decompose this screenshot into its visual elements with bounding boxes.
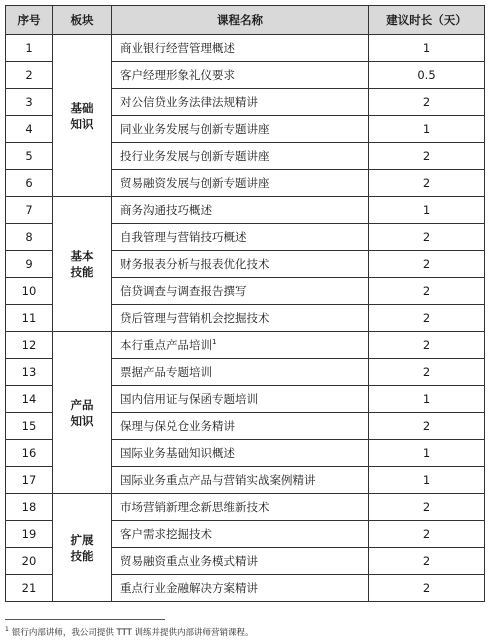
course-name: 贸易融资发展与创新专题讲座 xyxy=(120,176,270,190)
duration-cell: 2 xyxy=(369,89,485,116)
duration-cell: 2 xyxy=(369,548,485,575)
course-name: 对公信贷业务法律法规精讲 xyxy=(120,95,258,109)
course-table xyxy=(5,5,485,602)
row-number: 4 xyxy=(6,116,53,143)
row-number: 2 xyxy=(6,62,53,89)
course-name: 国际业务重点产品与营销实战案例精讲 xyxy=(120,473,316,487)
duration-cell: 1 xyxy=(369,35,485,62)
board-cell xyxy=(53,332,112,494)
course-name: 票据产品专题培训 xyxy=(120,365,212,379)
row-number: 17 xyxy=(6,467,53,494)
row-number: 6 xyxy=(6,170,53,197)
course-name-cell xyxy=(112,224,369,251)
board-label-line1: 扩展 xyxy=(70,532,94,547)
board-label-line1: 基础 xyxy=(70,100,94,115)
board-label-line2: 技能 xyxy=(70,548,94,563)
course-name-cell xyxy=(112,386,369,413)
row-number: 16 xyxy=(6,440,53,467)
row-number: 3 xyxy=(6,89,53,116)
course-name: 市场营销新理念新思维新技术 xyxy=(120,500,270,514)
course-name-cell xyxy=(112,35,369,62)
course-name: 自我管理与营销技巧概述 xyxy=(120,230,247,244)
row-number: 7 xyxy=(6,197,53,224)
course-name: 贷后管理与营销机会挖掘技术 xyxy=(120,311,270,325)
board-cell xyxy=(53,197,112,332)
duration-cell: 2 xyxy=(369,359,485,386)
course-name-cell xyxy=(112,116,369,143)
duration-cell: 2 xyxy=(369,332,485,359)
course-name-cell xyxy=(112,143,369,170)
course-name-cell xyxy=(112,278,369,305)
course-name: 同业业务发展与创新专题讲座 xyxy=(120,122,270,136)
course-name-cell xyxy=(112,251,369,278)
duration-cell: 0.5 xyxy=(369,62,485,89)
footnote xyxy=(5,626,254,638)
header-board: 板块 xyxy=(53,6,112,35)
duration-cell: 2 xyxy=(369,305,485,332)
header-course-name: 课程名称 xyxy=(112,6,369,35)
duration-cell: 2 xyxy=(369,251,485,278)
duration-cell: 2 xyxy=(369,413,485,440)
board-label-line2: 知识 xyxy=(70,116,94,131)
footnote-divider xyxy=(5,619,165,620)
header-duration: 建议时长（天） xyxy=(369,6,485,35)
row-number: 15 xyxy=(6,413,53,440)
duration-cell: 2 xyxy=(369,575,485,602)
duration-cell: 1 xyxy=(369,467,485,494)
course-name: 客户经理形象礼仪要求 xyxy=(120,68,235,82)
course-name: 财务报表分析与报表优化技术 xyxy=(120,257,270,271)
course-name: 保理与保兑仓业务精讲 xyxy=(120,419,235,433)
course-name: 商务沟通技巧概述 xyxy=(120,203,212,217)
course-name: 商业银行经营管理概述 xyxy=(120,41,235,55)
row-number: 18 xyxy=(6,494,53,521)
board-label-line1: 产品 xyxy=(70,397,94,412)
course-name: 贸易融资重点业务模式精讲 xyxy=(120,554,258,568)
row-number: 11 xyxy=(6,305,53,332)
row-number: 13 xyxy=(6,359,53,386)
course-name: 信贷调查与调查报告撰写 xyxy=(120,284,247,298)
course-name-cell xyxy=(112,305,369,332)
board-cell xyxy=(53,35,112,197)
board-label-line1: 基本 xyxy=(70,249,94,263)
footnote-mark: 1 xyxy=(5,626,9,634)
course-name: 重点行业金融解决方案精讲 xyxy=(120,581,258,595)
course-name: 本行重点产品培训 xyxy=(120,338,212,352)
row-number: 9 xyxy=(6,251,53,278)
board-label-line2: 知识 xyxy=(70,413,94,428)
course-name: 国际业务基础知识概述 xyxy=(120,446,235,460)
row-number: 1 xyxy=(6,35,53,62)
duration-cell: 1 xyxy=(369,116,485,143)
header-no: 序号 xyxy=(6,6,53,35)
duration-cell: 2 xyxy=(369,170,485,197)
course-name-cell xyxy=(112,170,369,197)
course-name-cell xyxy=(112,332,369,359)
table-row xyxy=(6,332,485,359)
duration-cell: 2 xyxy=(369,278,485,305)
table-body xyxy=(6,35,485,602)
course-name: 客户需求挖掘技术 xyxy=(120,527,212,541)
course-name-cell xyxy=(112,359,369,386)
course-name-cell xyxy=(112,413,369,440)
course-name-cell xyxy=(112,197,369,224)
row-number: 14 xyxy=(6,386,53,413)
table-header-row xyxy=(6,6,485,35)
duration-cell: 2 xyxy=(369,494,485,521)
course-name: 国内信用证与保函专题培训 xyxy=(120,392,258,406)
course-name-cell xyxy=(112,89,369,116)
duration-cell: 2 xyxy=(369,521,485,548)
table-row xyxy=(6,35,485,62)
course-name-cell xyxy=(112,467,369,494)
course-name: 投行业务发展与创新专题讲座 xyxy=(120,149,270,163)
duration-cell: 1 xyxy=(369,440,485,467)
row-number: 10 xyxy=(6,278,53,305)
duration-cell: 2 xyxy=(369,143,485,170)
footnote-reference: 1 xyxy=(212,338,217,347)
course-name-cell xyxy=(112,548,369,575)
course-name-cell xyxy=(112,62,369,89)
row-number: 12 xyxy=(6,332,53,359)
course-name-cell xyxy=(112,575,369,602)
row-number: 20 xyxy=(6,548,53,575)
table-row xyxy=(6,197,485,224)
course-name-cell xyxy=(112,494,369,521)
duration-cell: 2 xyxy=(369,224,485,251)
duration-cell: 1 xyxy=(369,386,485,413)
table-row xyxy=(6,494,485,521)
board-cell xyxy=(53,494,112,602)
footnote-text: 银行内部讲师，我公司提供 TTT 训练并提供内部讲师营销课程。 xyxy=(11,628,254,638)
row-number: 19 xyxy=(6,521,53,548)
course-name-cell xyxy=(112,440,369,467)
course-name-cell xyxy=(112,521,369,548)
row-number: 5 xyxy=(6,143,53,170)
row-number: 8 xyxy=(6,224,53,251)
duration-cell: 1 xyxy=(369,197,485,224)
board-label-line2: 技能 xyxy=(70,265,94,279)
row-number: 21 xyxy=(6,575,53,602)
